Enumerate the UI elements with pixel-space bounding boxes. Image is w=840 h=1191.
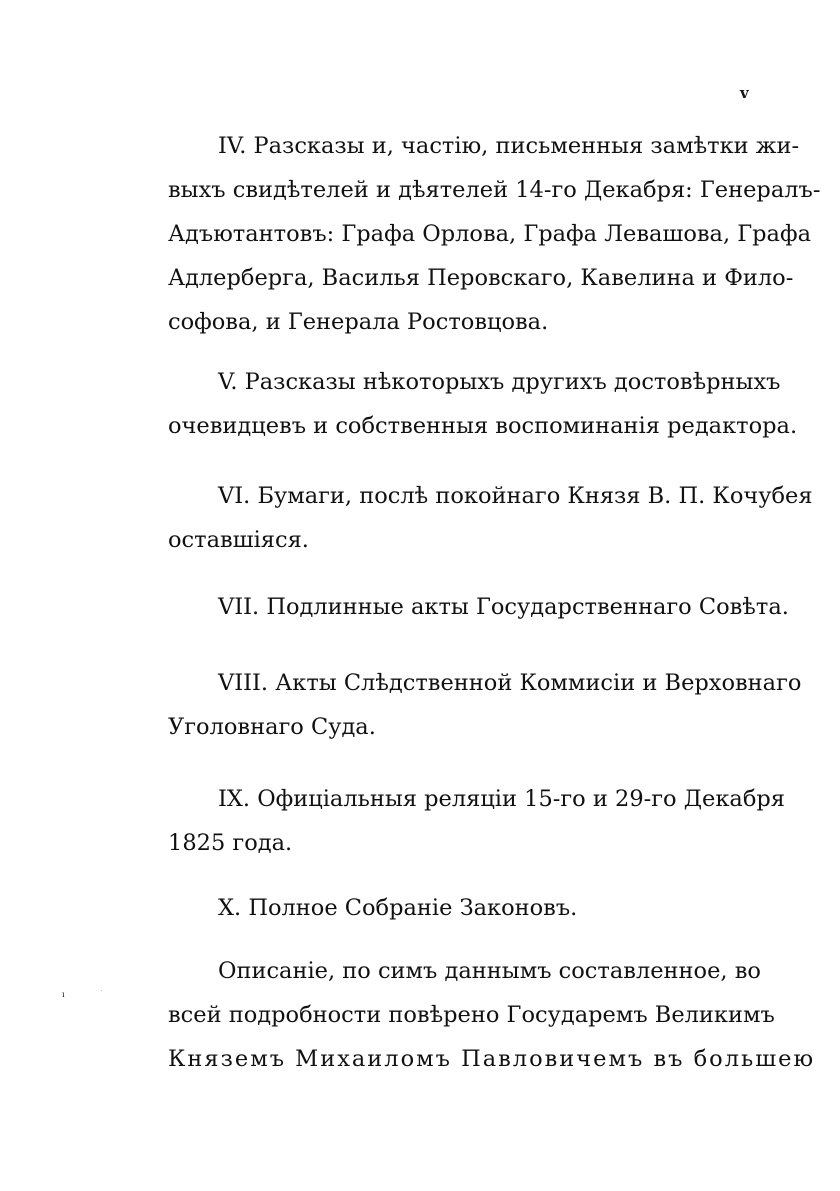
paragraph-line: V. Разсказы нѣкоторыхъ другихъ достовѣрныхъ — [218, 369, 781, 395]
paragraph-v — [168, 360, 798, 448]
paragraph-line: 1825 года. — [168, 830, 293, 856]
paragraph-line: IV. Разсказы и, частію, письменныя замѣтки жи- — [218, 133, 800, 159]
margin-speck-mark: · — [101, 988, 103, 994]
paragraph-x — [168, 886, 751, 930]
page-number-mark: v — [740, 84, 749, 102]
paragraph-description — [168, 949, 816, 1081]
paragraph-viii — [168, 661, 802, 749]
paragraph-line: Адъютантовъ: Графа Орлова, Графа Левашова, Графа — [168, 221, 811, 247]
paragraph-line: Уголовнаго Суда. — [168, 714, 376, 740]
paragraph-line: очевидцевъ и собственныя воспоминанія редактора. — [168, 413, 798, 439]
margin-dot-mark: ı — [62, 990, 65, 999]
paragraph-line: Адлерберга, Василья Перовскаго, Кавелина и Фило- — [168, 265, 794, 291]
paragraph-line: VI. Бумаги, послѣ покойнаго Князя В. П. Кочубея — [218, 483, 813, 509]
paragraph-line: IX. Офиціальныя реляціи 15-го и 29-го Декабря — [218, 786, 785, 812]
paragraph-ix — [168, 777, 785, 865]
paragraph-line: VIII. Акты Слѣдственной Коммисіи и Верховнаго — [218, 670, 802, 696]
paragraph-line: выхъ свидѣтелей и дѣятелей 14-го Декабря: Генералъ- — [168, 177, 821, 203]
paragraph-vi — [168, 474, 813, 562]
paragraph-line: VII. Подлинные акты Государственнаго Совѣта. — [218, 594, 789, 620]
paragraph-line: софова, и Генерала Ростовцова. — [168, 309, 549, 335]
paragraph-iv — [168, 124, 821, 344]
paragraph-line: Описаніе, по симъ даннымъ составленное, во — [218, 958, 761, 984]
paragraph-line: всей подробности повѣрено Государемъ Великимъ — [168, 1002, 775, 1028]
paragraph-line: Княземъ Михаиломъ Павловичемъ въ большею — [168, 1046, 816, 1072]
paragraph-vii — [168, 585, 789, 629]
paragraph-line: X. Полное Собраніе Законовъ. — [218, 895, 578, 921]
paragraph-line: оставшіяся. — [168, 527, 309, 553]
